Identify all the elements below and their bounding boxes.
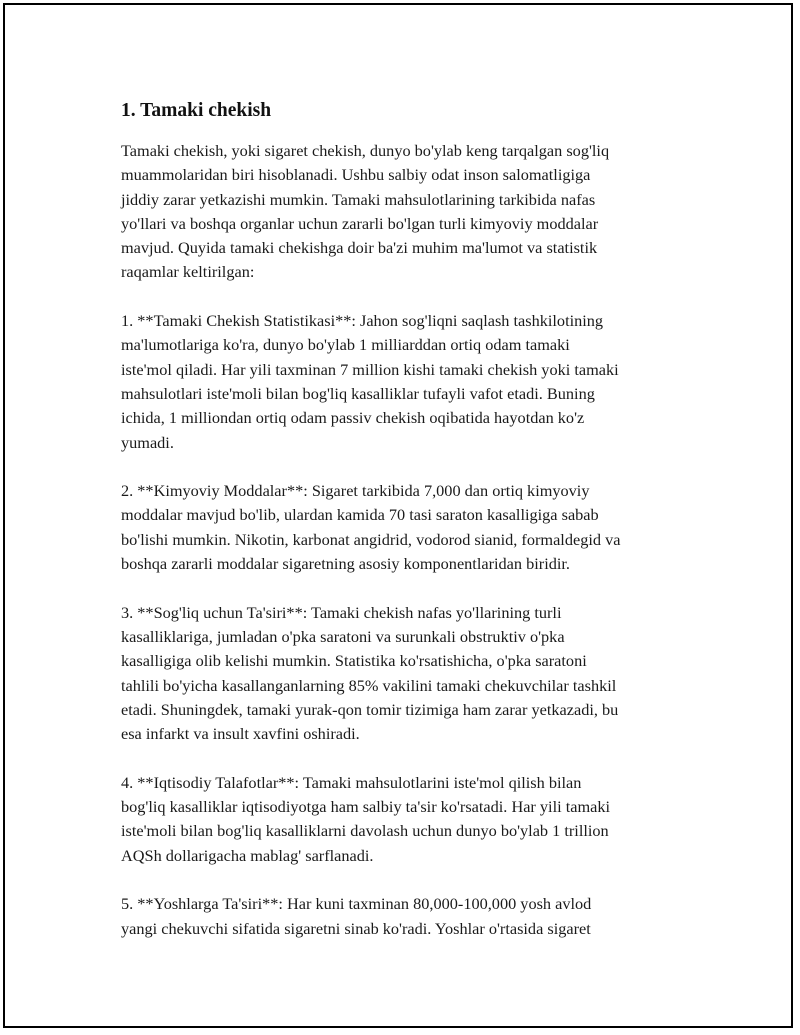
text-line: bog'liq kasalliklar iqtisodiyotga ham salbiy ta'sir ko'rsatadi. Har yili tamaki — [121, 797, 611, 817]
economic-losses-paragraph — [121, 771, 701, 868]
text-line: iste'mol qiladi. Har yili taxminan 7 million kishi tamaki chekish yoki tamaki — [121, 359, 619, 379]
youth-effects-paragraph — [121, 892, 701, 941]
text-line: tahlili bo'yicha kasallanganlarning 85% vakilini tamaki chekuvchilar tashkil — [121, 675, 617, 695]
text-line: boshqa zararli moddalar sigaretning asosiy komponentlaridan biridir. — [121, 554, 570, 574]
statistics-paragraph — [121, 309, 701, 455]
text-line: muammolaridan biri hisoblanadi. Ushbu salbiy odat inson salomatligiga — [121, 165, 591, 185]
text-line: 1. **Tamaki Chekish Statistikasi**: Jahon sog'liqni saqlash tashkilotining — [121, 311, 604, 331]
text-line: AQSh dollarigacha mablag' sarflanadi. — [121, 845, 374, 865]
document-body — [121, 97, 701, 965]
text-line: mahsulotlari iste'moli bilan bog'liq kasalliklar tufayli vafot etadi. Buning — [121, 383, 595, 403]
text-line: Tamaki chekish, yoki sigaret chekish, dunyo bo'ylab keng tarqalgan sog'liq — [121, 141, 610, 160]
text-line: mavjud. Quyida tamaki chekishga doir ba'zi muhim ma'lumot va statistik — [121, 238, 598, 258]
chemicals-paragraph — [121, 479, 701, 576]
text-line: 3. **Sog'liq uchun Ta'siri**: Tamaki chekish nafas yo'llarining turli — [121, 602, 562, 622]
intro-paragraph — [121, 139, 701, 285]
text-line: 4. **Iqtisodiy Talafotlar**: Tamaki mahsulotlarini iste'mol qilish bilan — [121, 772, 582, 792]
text-line: etadi. Shuningdek, tamaki yurak-qon tomir tizimiga ham zarar yetkazadi, bu — [121, 699, 619, 719]
text-line: iste'moli bilan bog'liq kasalliklarni davolash uchun dunyo bo'ylab 1 trillion — [121, 821, 609, 841]
text-line: esa infarkt va insult xavfini oshiradi. — [121, 724, 360, 744]
text-line: yumadi. — [121, 432, 174, 452]
text-line: bo'lishi mumkin. Nikotin, karbonat angidrid, vodorod sianid, formaldegid va — [121, 529, 621, 549]
page-frame — [3, 3, 793, 1028]
text-line: yo'llari va boshqa organlar uchun zararli bo'lgan turli kimyoviy moddalar — [121, 213, 599, 233]
text-line: kasalliklariga, jumladan o'pka saratoni va surunkali obstruktiv o'pka — [121, 626, 565, 646]
text-line: ma'lumotlariga ko'ra, dunyo bo'ylab 1 milliarddan ortiq odam tamaki — [121, 335, 570, 355]
text-line: ichida, 1 milliondan ortiq odam passiv chekish oqibatida hayotdan ko'z — [121, 408, 585, 428]
text-line: raqamlar keltirilgan: — [121, 262, 255, 282]
text-line: jiddiy zarar yetkazishi mumkin. Tamaki mahsulotlarining tarkibida nafas — [121, 189, 596, 209]
section-heading: 1. Tamaki chekish — [121, 100, 272, 121]
text-line: moddalar mavjud bo'lib, ulardan kamida 70 tasi saraton kasalligiga sabab — [121, 505, 599, 525]
health-effects-paragraph — [121, 601, 701, 747]
text-line: kasalligiga olib kelishi mumkin. Statistika ko'rsatishicha, o'pka saratoni — [121, 651, 587, 671]
text-line: 2. **Kimyoviy Moddalar**: Sigaret tarkibida 7,000 dan ortiq kimyoviy — [121, 481, 590, 501]
text-line: yangi chekuvchi sifatida sigaretni sinab ko'radi. Yoshlar o'rtasida sigaret — [121, 918, 591, 938]
text-line: 5. **Yoshlarga Ta'siri**: Har kuni taxminan 80,000-100,000 yosh avlod — [121, 894, 592, 914]
